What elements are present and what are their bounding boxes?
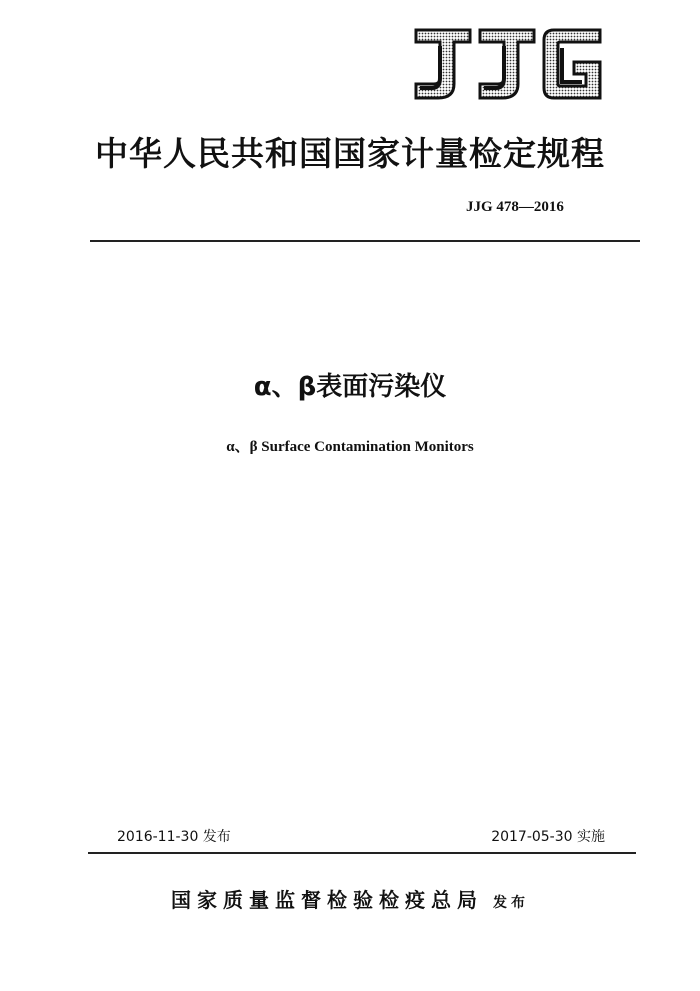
jjg-logo-mark [412, 26, 604, 102]
release-date: 2016-11-30 发布 [117, 829, 231, 845]
document-title-chinese: α、β表面污染仪 [253, 372, 447, 402]
jjg-logo [412, 26, 604, 102]
effective-date: 2017-05-30 实施 [491, 829, 605, 845]
regulation-series-title: 中华人民共和国国家计量检定规程 [95, 134, 605, 173]
header-divider [90, 240, 640, 242]
document-code: JJG 478—2016 [466, 199, 564, 215]
footer-divider [88, 852, 636, 854]
publisher-suffix: 发布 [493, 895, 529, 911]
publisher-name: 国家质量监督检验检疫总局 [171, 888, 483, 912]
document-title-english: α、β Surface Contamination Monitors [226, 439, 474, 455]
publisher-line [0, 884, 700, 913]
